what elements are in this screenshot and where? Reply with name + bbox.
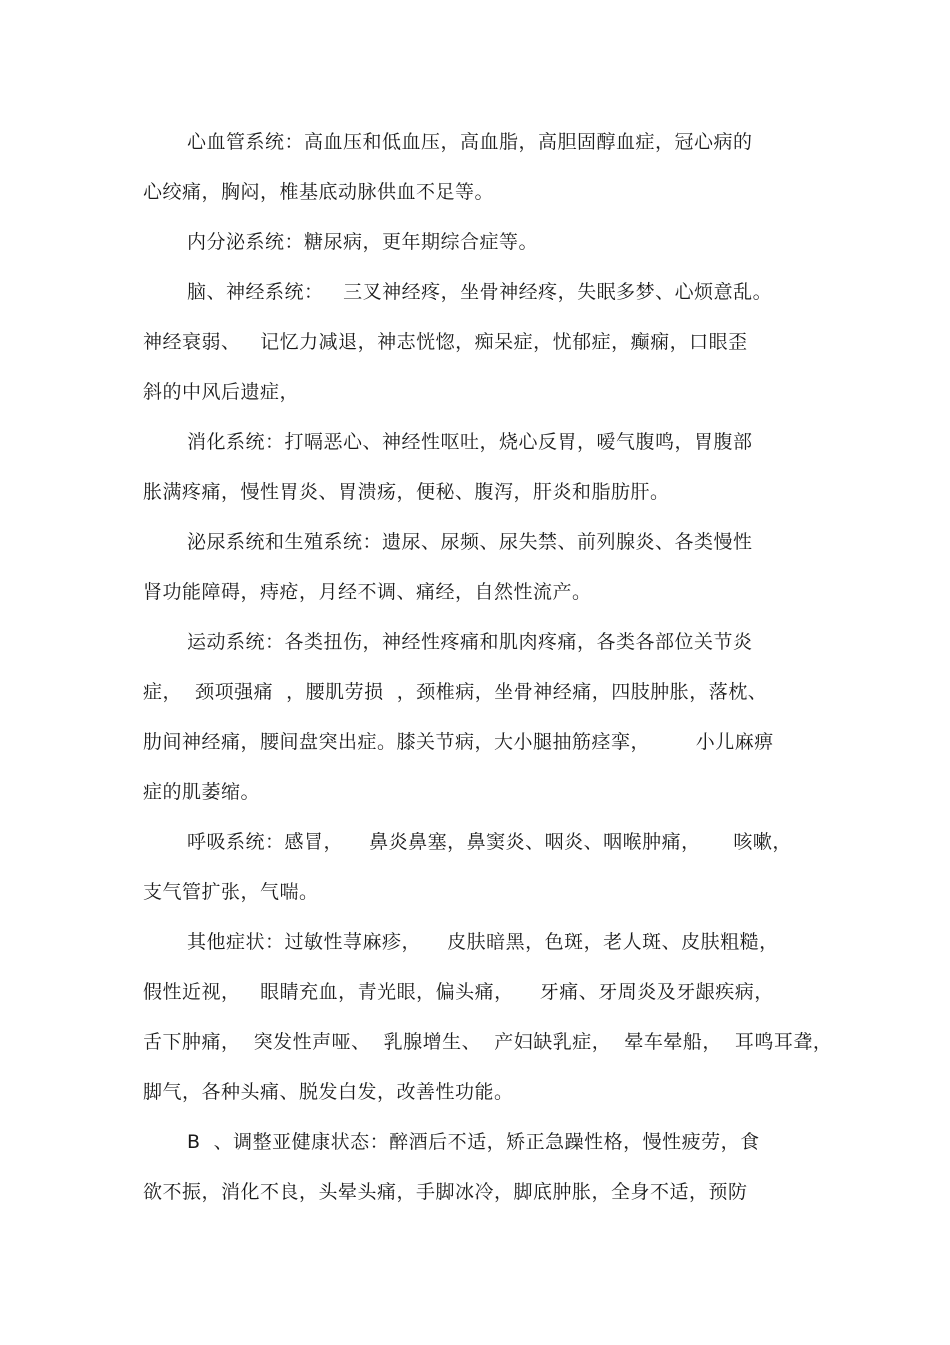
paragraph-motor-line-4: 症的肌萎缩。 bbox=[143, 781, 261, 803]
paragraph-other-line-3: 舌下肿痛， 突发性声哑、 乳腺增生、 产妇缺乳症， 晕车晕船， 耳鸣耳聋， bbox=[143, 1031, 833, 1053]
paragraph-motor-line-1: 运动系统：各类扭伤，神经性疼痛和肌肉疼痛，各类各部位关节炎 bbox=[187, 631, 753, 653]
paragraph-digestive-line-1: 消化系统：打嗝恶心、神经性呕吐，烧心反胃，嗳气腹鸣，胃腹部 bbox=[187, 431, 753, 453]
paragraph-motor-line-2: 症， 颈项强痛 ，腰肌劳损 ，颈椎病，坐骨神经痛，四肢肿胀，落枕、 bbox=[143, 681, 768, 703]
paragraph-subhealth-line-1: B 、调整亚健康状态：醉酒后不适，矫正急躁性格，慢性疲劳，食 bbox=[187, 1131, 760, 1153]
paragraph-urinary-line-1: 泌尿系统和生殖系统：遗尿、尿频、尿失禁、前列腺炎、各类慢性 bbox=[187, 531, 753, 553]
paragraph-endocrine-line-1: 内分泌系统：糖尿病，更年期综合症等。 bbox=[187, 231, 539, 253]
paragraph-urinary-line-2: 肾功能障碍，痔疮，月经不调、痛经，自然性流产。 bbox=[143, 581, 592, 603]
paragraph-respiratory-line-2: 支气管扩张，气喘。 bbox=[143, 881, 319, 903]
paragraph-subhealth-line-2: 欲不振，消化不良，头晕头痛，手脚冰冷，脚底肿胀，全身不适，预防 bbox=[143, 1181, 748, 1203]
paragraph-nervous-line-1: 脑、神经系统： 三叉神经疼，坐骨神经疼，失眠多梦、心烦意乱。 bbox=[187, 281, 773, 303]
paragraph-respiratory-line-1: 呼吸系统：感冒， 鼻炎鼻塞，鼻窦炎、咽炎、咽喉肿痛， 咳嗽， bbox=[187, 831, 792, 853]
paragraph-digestive-line-2: 胀满疼痛，慢性胃炎、胃溃疡，便秘、腹泻，肝炎和脂肪肝。 bbox=[143, 481, 670, 503]
paragraph-nervous-line-3: 斜的中风后遗症， bbox=[143, 381, 300, 403]
paragraph-motor-line-3: 肋间神经痛，腰间盘突出症。膝关节病，大小腿抽筋痉挛， 小儿麻痹 bbox=[143, 731, 774, 753]
paragraph-other-line-1: 其他症状：过敏性荨麻疹， 皮肤暗黑，色斑，老人斑、皮肤粗糙， bbox=[187, 931, 779, 953]
paragraph-cardiovascular-line-1: 心血管系统：高血压和低血压，高血脂，高胆固醇血症，冠心病的 bbox=[187, 131, 753, 153]
paragraph-nervous-line-2: 神经衰弱、 记忆力减退，神志恍惚，痴呆症，忧郁症，癫痫，口眼歪 bbox=[143, 331, 748, 353]
paragraph-other-line-2: 假性近视， 眼睛充血，青光眼，偏头痛， 牙痛、牙周炎及牙龈疾病， bbox=[143, 981, 774, 1003]
paragraph-cardiovascular-line-2: 心绞痛，胸闷，椎基底动脉供血不足等。 bbox=[143, 181, 495, 203]
paragraph-other-line-4: 脚气，各种头痛、脱发白发，改善性功能。 bbox=[143, 1081, 514, 1103]
